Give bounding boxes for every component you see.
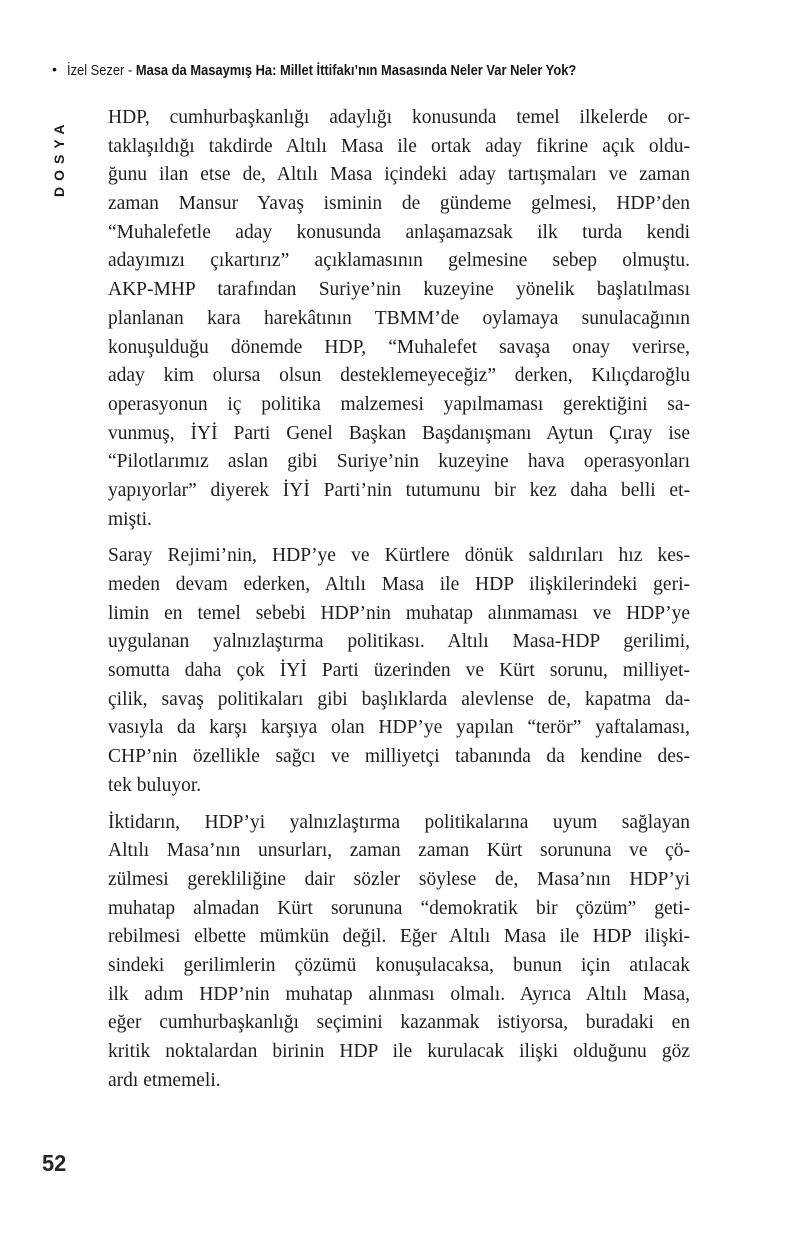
header-author: İzel Sezer -: [66, 62, 136, 79]
text-line: rebilmesi elbette mümkün değil. Eğer Altılı Masa ile HDP ilişki-: [108, 926, 690, 948]
dosya-section-label: DOSYA: [51, 118, 67, 197]
paragraph: [108, 809, 690, 1096]
page-number: 52: [42, 1150, 67, 1176]
text-line: “Pilotlarımız aslan gibi Suriye’nin kuzeyine hava operasyonları: [108, 451, 690, 473]
text-line: meden devam ederken, Altılı Masa ile HDP ilişkilerindeki geri-: [108, 574, 690, 595]
text-line: aday kim olursa olsun desteklemeyeceğiz” derken, Kılıçdaroğlu: [108, 365, 690, 387]
text-line: ardı etmemeli.: [108, 1069, 221, 1091]
text-line: ğunu ilan etse de, Altılı Masa içindeki aday tartışmaları ve zaman: [108, 164, 690, 186]
text-line: taklaşıldığı takdirde Altılı Masa ile ortak aday fikrine açık oldu-: [108, 135, 690, 157]
text-line: çilik, savaş politikaları gibi başlıklarda alevlense de, kapatma da-: [108, 688, 690, 710]
text-line: CHP’nin özellikle sağcı ve milliyetçi tabanında da kendine des-: [108, 746, 690, 768]
text-line: somutta daha çok İYİ Parti üzerinden ve Kürt sorunu, milliyet-: [108, 660, 690, 682]
text-line: HDP, cumhurbaşkanlığı adaylığı konusunda temel ilkelerde or-: [108, 107, 690, 128]
header-title: Masa da Masaymış Ha: Millet İttifakı’nın Masasında Neler Var Neler Yok?: [135, 62, 577, 79]
text-line: uygulanan yalnızlaştırma politikası. Altılı Masa-HDP gerilimi,: [108, 631, 690, 653]
text-line: zaman Mansur Yavaş isminin de gündeme gelmesi, HDP’den: [108, 193, 690, 215]
text-line: mişti.: [108, 508, 152, 530]
text-line: Altılı Masa’nın unsurları, zaman zaman Kürt sorununa ve çö-: [108, 840, 690, 862]
text-line: zülmesi gerekliliğine dair sözler söylese de, Masa’nın HDP’yi: [108, 868, 690, 890]
paragraph: [108, 104, 690, 534]
text-line: muhatap almadan Kürt sorununa “demokratik bir çözüm” geti-: [108, 897, 690, 919]
running-header: [52, 62, 659, 79]
text-line: AKP-MHP tarafından Suriye’nin kuzeyine yönelik başlatılması: [108, 279, 690, 301]
text-line: yapıyorlar” diyerek İYİ Parti’nin tutumunu bir kez daha belli et-: [108, 479, 690, 501]
text-line: İktidarın, HDP’yi yalnızlaştırma politikalarına uyum sağlayan: [108, 811, 690, 833]
article-body: [108, 104, 690, 1103]
text-line: sindeki gerilimlerin çözümü konuşulacaksa, bunun için atılacak: [108, 954, 690, 976]
text-line: Saray Rejimi’nin, HDP’ye ve Kürtlere dönük saldırıları hız kes-: [108, 545, 690, 567]
paragraph: [108, 542, 690, 800]
text-line: limin en temel sebebi HDP’nin muhatap alınmaması ve HDP’ye: [108, 602, 690, 624]
text-line: planlanan kara harekâtının TBMM’de oylamaya sunulacağının: [108, 307, 690, 329]
text-line: “Muhalefetle aday konusunda anlaşamazsak ilk turda kendi: [108, 221, 690, 243]
header-text: [67, 62, 576, 79]
text-line: operasyonun iç politika malzemesi yapılmaması gerektiğini sa-: [108, 393, 690, 415]
text-line: adayımızı çıkartırız” açıklamasının gelmesine sebep olmuştu.: [108, 250, 690, 272]
text-line: vasıyla da karşı karşıya olan HDP’ye yapılan “terör” yaftalaması,: [108, 717, 690, 739]
text-line: kritik noktalardan birinin HDP ile kurulacak ilişki olduğunu göz: [108, 1041, 690, 1062]
text-line: ilk adım HDP’nin muhatap alınması olmalı. Ayrıca Altılı Masa,: [108, 983, 690, 1005]
text-line: eğer cumhurbaşkanlığı seçimini kazanmak istiyorsa, buradaki en: [108, 1012, 690, 1034]
text-line: konuşulduğu dönemde HDP, “Muhalefet savaşa onay verirse,: [108, 336, 690, 358]
text-line: tek buluyor.: [108, 774, 202, 796]
bullet-icon: •: [52, 61, 57, 77]
text-line: vunmuş, İYİ Parti Genel Başkan Başdanışmanı Aytun Çıray ise: [108, 422, 690, 444]
